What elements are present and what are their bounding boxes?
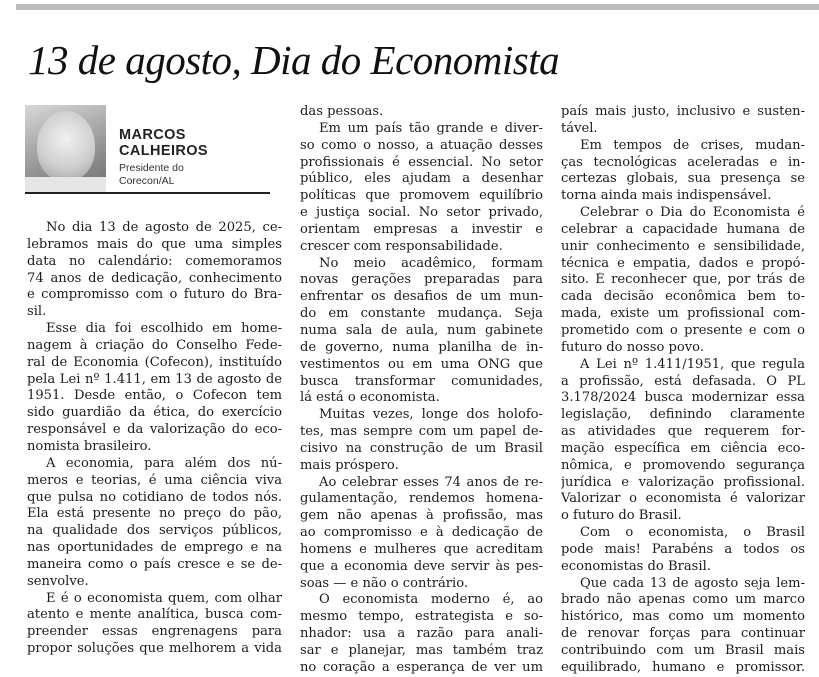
- text-line: mais próspero.: [300, 457, 399, 473]
- text-line: Em tempos de crises, mudan-: [580, 137, 805, 153]
- text-line: histórico, mas como um momento: [561, 609, 805, 625]
- text-line: das pessoas.: [300, 104, 384, 119]
- author-name-first: MARCOS: [119, 127, 186, 143]
- text-line: e justiça social. No setor privado,: [300, 205, 543, 221]
- text-line: Celebrar o Dia do Economista é: [580, 205, 805, 221]
- text-line: cada decisão econômica bem to-: [561, 289, 805, 305]
- text-line: tável.: [561, 120, 598, 136]
- text-line: senvolve.: [27, 573, 89, 589]
- text-line: técnica e empatia, dados e propó-: [561, 255, 805, 271]
- text-line: que a economia deve servir às pes-: [300, 558, 543, 574]
- text-line: Ela está presente no preço do pão,: [27, 506, 282, 522]
- text-line: gem não apenas à profissão, mas: [300, 508, 543, 524]
- article-column-1: [27, 220, 282, 658]
- text-line: sil.: [27, 304, 47, 320]
- text-line: torna ainda mais indispensável.: [561, 188, 772, 204]
- text-line: celebrar a capacidade humana de: [561, 221, 805, 237]
- text-line: nagem à criação do Conselho Fede-: [27, 337, 282, 353]
- text-line: Ao celebrar esses 74 anos de re-: [319, 474, 543, 490]
- text-line: Com o economista, o Brasil: [580, 525, 805, 541]
- text-line: na qualidade dos serviços públicos,: [27, 523, 282, 539]
- text-line: nhador: usa a razão para anali-: [300, 626, 543, 642]
- text-line: Valorizar o economista é valorizar: [561, 491, 805, 507]
- text-line: público, eles ajudam a desenhar: [300, 171, 543, 187]
- text-line: vestimentos ou em uma ONG que: [300, 356, 543, 372]
- text-line: nomista brasileiro.: [27, 438, 152, 454]
- text-line: de renovar forças para continuar: [561, 626, 805, 642]
- text-line: sar e planejar, mas também traz: [300, 643, 543, 658]
- text-line: cisivo na construção de um Brasil: [300, 440, 543, 456]
- text-line: soas — e não o contrário.: [300, 575, 469, 591]
- text-line: mesmo tempo, estrategista e so-: [300, 609, 543, 625]
- text-line: as atividades que requerem for-: [561, 424, 805, 440]
- text-line: contribuindo com um Brasil mais: [561, 643, 805, 658]
- text-line: E é o economista quem, com olhar: [46, 590, 282, 606]
- text-line: O economista moderno é, ao: [319, 592, 543, 608]
- text-line: que pulsa no cotidiano de todos nós.: [27, 489, 282, 505]
- author-photo-collar: [25, 177, 106, 192]
- text-line: nômica, e promovendo segurança: [561, 457, 805, 473]
- text-line: A economia, para além dos nú-: [46, 455, 282, 471]
- text-line: no coração a esperança de ver um: [300, 659, 543, 675]
- text-line: economistas do Brasil.: [561, 558, 711, 574]
- text-line: e compromisso com o futuro do Bra-: [27, 287, 282, 303]
- text-line: o futuro do Brasil.: [561, 508, 682, 524]
- text-line: do em constante mudança. Seja: [300, 306, 543, 322]
- text-line: Em um país tão grande e diver-: [319, 120, 543, 136]
- text-line: pela Lei nº 1.411, em 13 de agosto de: [27, 371, 282, 387]
- author-role-line: Corecon/AL: [119, 175, 175, 187]
- text-line: profissionais é essencial. No setor: [300, 154, 543, 170]
- text-line: brado não apenas como um marco: [561, 592, 805, 608]
- text-line: futuro do nosso povo.: [561, 339, 704, 355]
- text-line: sito. É reconhecer que, por trás de: [561, 272, 805, 288]
- text-line: Muitas vezes, longe dos holofo-: [319, 407, 543, 423]
- text-line: busca transformar comunidades,: [300, 373, 543, 389]
- text-line: equilibrado, humano e promissor.: [561, 659, 805, 675]
- text-line: preender essas engrenagens para: [27, 624, 282, 640]
- text-line: mação específica em ciência eco-: [561, 440, 805, 456]
- text-line: a profissão, está defasada. O PL: [561, 373, 805, 389]
- text-line: lebramos mais do que uma simples: [27, 236, 282, 252]
- author-name: [119, 127, 208, 159]
- text-line: jurídica e valorização profissional.: [561, 474, 805, 490]
- text-line: pode mais! Parabéns a todos os: [561, 541, 805, 557]
- text-line: crescer com responsabilidade.: [300, 238, 503, 254]
- text-line: meros e teorias, é uma ciência viva: [27, 472, 282, 488]
- text-line: novas gerações preparadas para: [300, 272, 543, 288]
- text-line: A Lei nº 1.411/1951, que regula: [580, 356, 805, 372]
- text-line: prometido com o presente e com o: [561, 322, 805, 338]
- author-photo: [25, 105, 106, 192]
- text-line: so como o nosso, a atuação desses: [300, 137, 543, 153]
- text-line: 74 anos de dedicação, conhecimento: [27, 270, 282, 286]
- text-line: Que cada 13 de agosto seja lem-: [580, 575, 805, 591]
- text-line: políticas que promovem equilíbrio: [300, 188, 543, 204]
- text-line: propor soluções que melhorem a vida: [27, 641, 282, 657]
- author-photo-head: [37, 111, 95, 181]
- text-line: ças tecnológicas aceleradas e in-: [561, 154, 805, 170]
- text-line: sido guardião da ética, do exercício: [27, 405, 282, 421]
- author-role: [119, 162, 184, 188]
- text-line: homens e mulheres que acreditam: [300, 541, 543, 557]
- text-line: atento e mente analítica, busca com-: [27, 607, 282, 623]
- text-line: responsável e da valorização do eco-: [27, 422, 282, 438]
- text-line: mada, existe um profissional com-: [561, 306, 805, 322]
- text-line: ral de Economia (Cofecon), instituído: [27, 354, 282, 370]
- text-line: maneira como o país cresce e se de-: [27, 556, 282, 572]
- text-line: numa sala de aula, num gabinete: [300, 322, 543, 338]
- text-line: enfrentar os desafios de um mun-: [300, 289, 543, 305]
- top-rule: [16, 4, 819, 10]
- article-column-2: [300, 104, 543, 677]
- text-line: unir conhecimento e sensibilidade,: [561, 238, 805, 254]
- author-divider: [25, 192, 270, 194]
- text-line: tes, mas sempre com um papel de-: [300, 424, 543, 440]
- text-line: 3.178/2024 busca modernizar essa: [561, 390, 805, 406]
- text-line: orientam empresas a investir e: [300, 221, 543, 237]
- author-name-last: CALHEIROS: [119, 143, 208, 159]
- article-column-3: [561, 104, 805, 677]
- text-line: data no calendário: comemoramos: [27, 253, 282, 269]
- text-line: 1951. Desde então, o Cofecon tem: [27, 388, 282, 404]
- text-line: Esse dia foi escolhido em home-: [46, 321, 282, 337]
- text-line: No dia 13 de agosto de 2025, ce-: [46, 220, 282, 235]
- article-title: 13 de agosto, Dia do Economista: [28, 37, 560, 83]
- text-line: ao compromisso e à dedicação de: [300, 525, 543, 541]
- text-line: legislação, definindo claramente: [561, 407, 805, 423]
- text-line: gulamentação, rendemos homena-: [300, 491, 543, 507]
- text-line: lá está o economista.: [300, 390, 440, 406]
- text-line: No meio acadêmico, formam: [319, 255, 543, 271]
- author-role-line: Presidente do: [119, 162, 184, 174]
- text-line: país mais justo, inclusivo e susten-: [561, 104, 805, 119]
- text-line: certezas globais, sua presença se: [561, 171, 805, 187]
- text-line: nas oportunidades de emprego e na: [27, 540, 282, 556]
- text-line: de governo, numa planilha de in-: [300, 339, 543, 355]
